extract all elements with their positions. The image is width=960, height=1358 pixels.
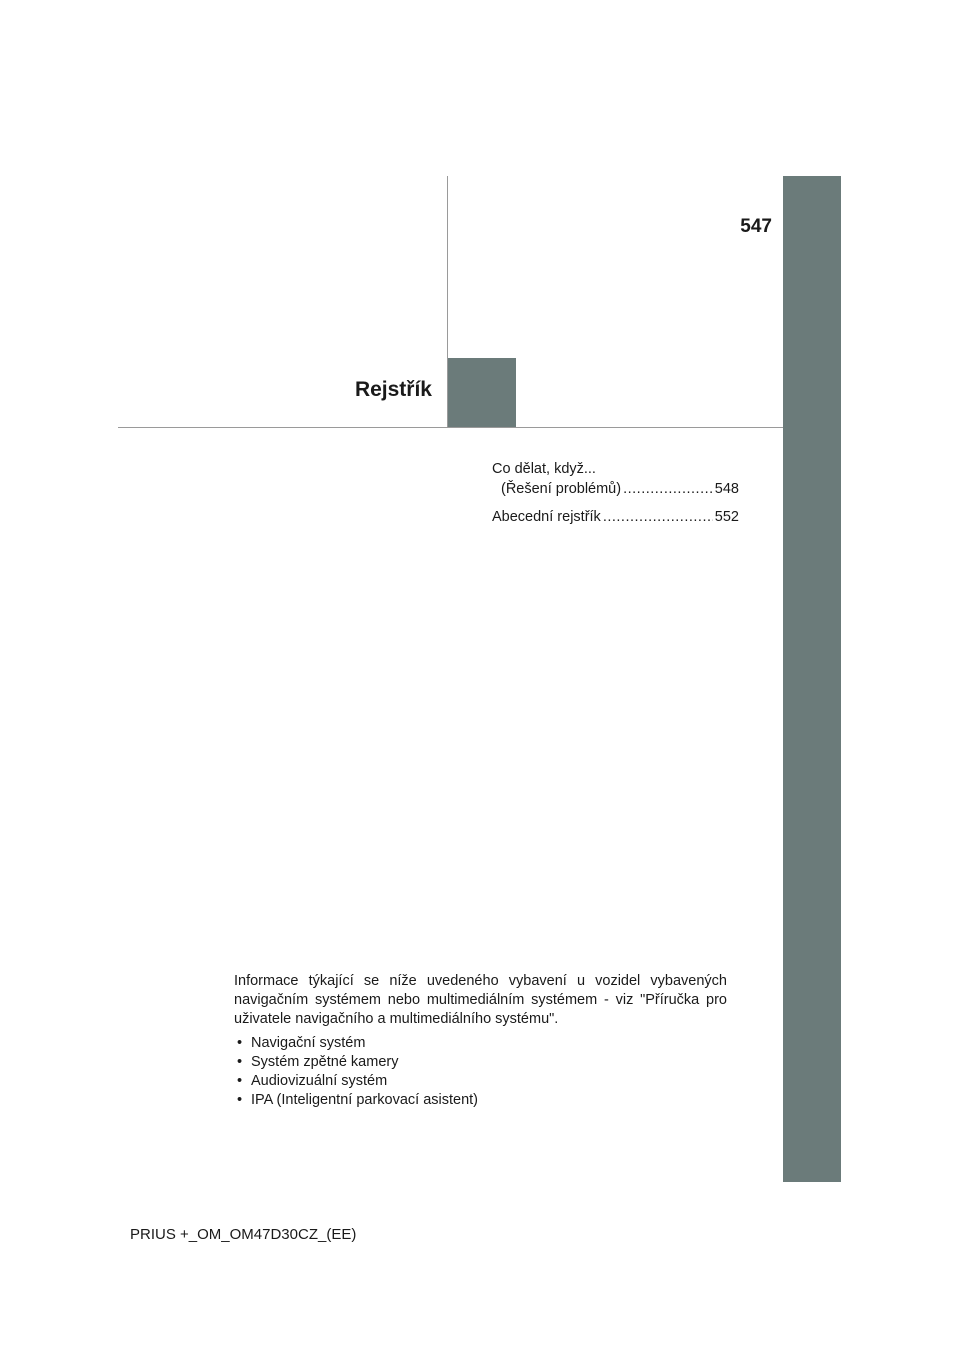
section-title: Rejstřík — [354, 378, 432, 401]
toc-entry-alphabetical-index[interactable] — [492, 507, 739, 527]
bullet-icon: • — [237, 1073, 243, 1089]
toc-entry-page: 548 — [714, 481, 739, 497]
info-paragraph: Informace týkající se níže uvedeného vybavení u vozidel vybavených navigačním systémem nebo multimediálním systémem - viz "Příručka pro uživatele navigačního a multimediálního systému". — [234, 973, 727, 1027]
bullet-icon: • — [237, 1092, 243, 1108]
toc-entry-troubleshooting[interactable] — [492, 459, 739, 499]
info-list — [234, 1034, 727, 1110]
side-color-bar — [783, 176, 841, 1182]
toc-leader-dots — [603, 507, 713, 527]
bullet-icon: • — [237, 1035, 243, 1051]
toc-entry-sublabel: (Řešení problémů) — [501, 481, 622, 497]
header-horizontal-rule — [118, 427, 783, 428]
list-item: • Navigační systém — [237, 1035, 366, 1051]
info-note — [234, 972, 727, 1110]
page-number: 547 — [740, 216, 772, 237]
document-code: PRIUS +_OM_OM47D30CZ_(EE) — [130, 1226, 357, 1243]
section-tab-block — [448, 358, 516, 427]
list-item: • Systém zpětné kamery — [237, 1054, 399, 1070]
toc-entry-label: Co dělat, když... — [492, 461, 596, 477]
table-of-contents — [492, 459, 739, 535]
toc-entry-label: Abecední rejstřík — [492, 509, 601, 525]
list-item: • IPA (Inteligentní parkovací asistent) — [237, 1092, 479, 1108]
toc-leader-dots — [623, 479, 713, 499]
list-item: • Audiovizuální systém — [237, 1073, 388, 1089]
bullet-icon: • — [237, 1054, 243, 1070]
toc-entry-page: 552 — [714, 509, 739, 525]
